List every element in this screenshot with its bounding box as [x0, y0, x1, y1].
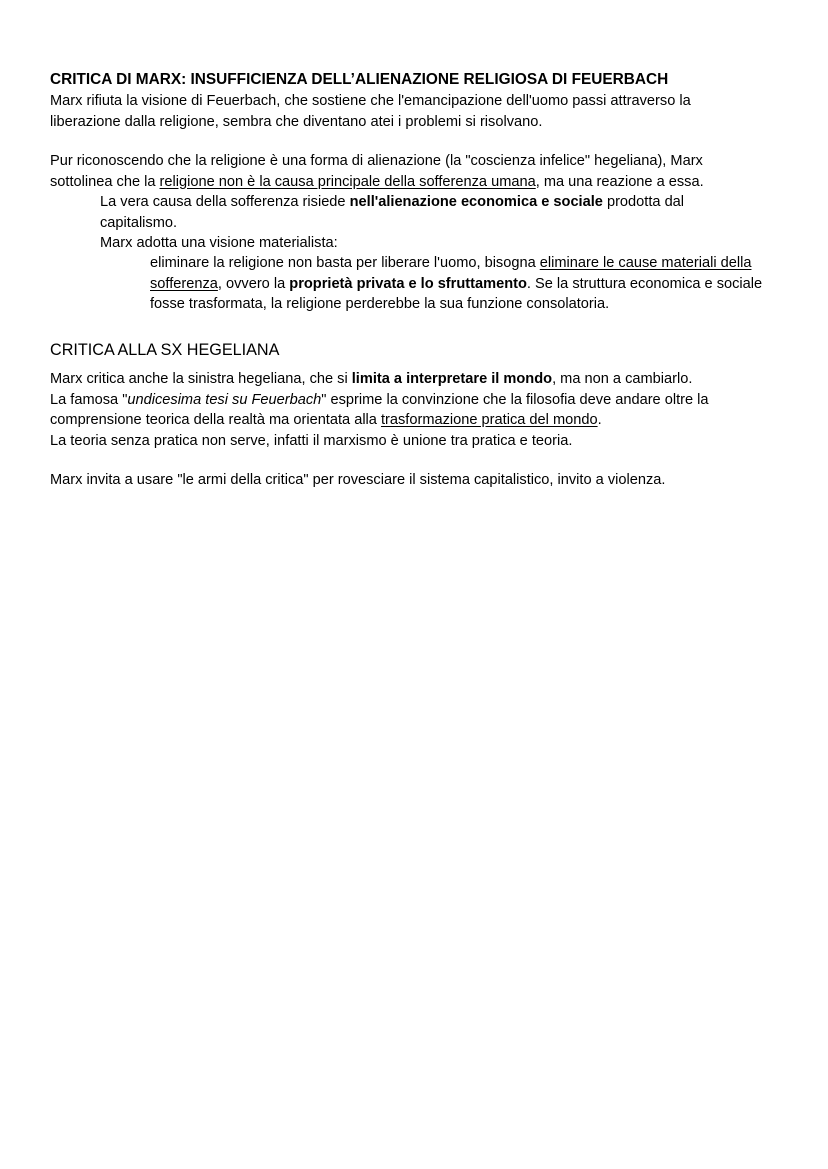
text-segment: " esprime la convinzione che la filosofia deve andare oltre la comprensione teorica della realtà ma orientata alla [50, 391, 709, 428]
paragraph-hegelian-critique [50, 369, 755, 451]
bold-text: limita a interpretare il mondo [351, 371, 553, 387]
underlined-text: eliminare le cause materiali della sofferenza [150, 255, 752, 292]
text-segment: prodotta dal capitalismo. [100, 194, 685, 231]
paragraph-weapons-of-critique: Marx invita a usare "le armi della critica" per rovesciare il sistema capitalistico, invito a violenza. [50, 472, 666, 488]
paragraph-feuerbach-rejection: Marx rifiuta la visione di Feuerbach, che sostiene che l'emancipazione dell'uomo passi attraverso la liberazione dalla religione, sembra che diventano atei i problemi si risolvano. [50, 93, 691, 130]
text-segment: , ma una reazione a essa. [535, 173, 704, 190]
text-segment: , ma non a cambiarlo. [552, 371, 693, 387]
text-segment: eliminare la religione non basta per liberare l'uomo, bisogna [150, 255, 540, 271]
indented-true-cause [100, 192, 740, 233]
text-segment: Pur riconoscendo che la religione è una forma di alienazione (la "coscienza infelice" hegeliana), Marx sottolinea che la [50, 153, 703, 190]
underlined-text: trasformazione pratica del mondo [380, 412, 598, 428]
text-segment: La vera causa della sofferenza risiede [100, 194, 350, 210]
text-segment: La famosa " [50, 391, 128, 408]
section-title-feuerbach: CRITICA DI MARX: INSUFFICIENZA DELL’ALIENAZIONE RELIGIOSA DI FEUERBACH [50, 71, 669, 88]
text-segment: La teoria senza pratica non serve, infatti il marxismo è unione tra pratica e teoria. [50, 432, 573, 449]
paragraph-religion-alienation [50, 151, 750, 192]
bold-text: proprietà privata e lo sfruttamento [289, 275, 527, 292]
underlined-text: religione non è la causa principale della sofferenza umana [159, 173, 536, 190]
indented-eliminate-causes [150, 253, 790, 315]
indented-materialist-view: Marx adotta una visione materialista: [100, 235, 338, 251]
bold-text: nell'alienazione economica e sociale [349, 194, 603, 210]
text-segment: . Se la struttura economica e sociale fosse trasformata, la religione perderebbe la sua funzione consolatoria. [150, 275, 763, 312]
text-segment: , ovvero la [217, 275, 290, 292]
section-title-hegelian-left: CRITICA ALLA SX HEGELIANA [50, 341, 280, 359]
italic-text: undicesima tesi su Feuerbach [127, 391, 322, 408]
text-segment: . [597, 412, 602, 428]
text-segment: Marx critica anche la sinistra hegeliana, che si [50, 371, 352, 387]
